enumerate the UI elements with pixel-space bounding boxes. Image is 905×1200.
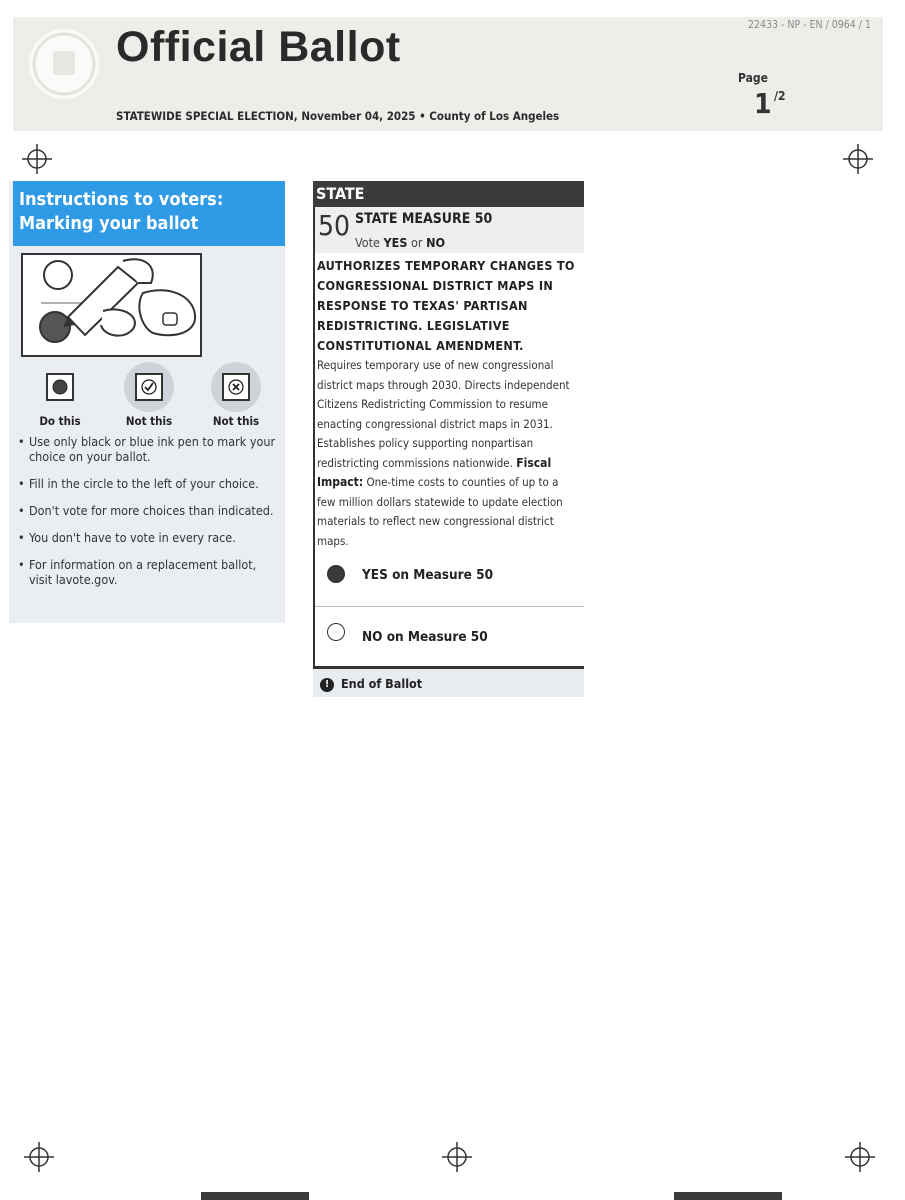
timing-mark bbox=[674, 1192, 782, 1200]
page-number: 1 bbox=[754, 87, 772, 120]
check-icon bbox=[140, 378, 158, 396]
measure-name: STATE MEASURE 50 bbox=[355, 211, 493, 227]
ballot-title: Official Ballot bbox=[116, 23, 401, 71]
x-mark-icon bbox=[227, 378, 245, 396]
ballot-code: 22433 - NP - EN / 0964 / 1 bbox=[747, 19, 871, 31]
end-of-ballot bbox=[313, 669, 584, 697]
example-do-this bbox=[20, 362, 100, 428]
registration-mark-icon bbox=[841, 142, 875, 176]
registration-mark-icon bbox=[20, 142, 54, 176]
example-label: Not this bbox=[212, 414, 260, 428]
option-label: YES on Measure 50 bbox=[362, 567, 494, 583]
example-label: Do this bbox=[39, 414, 81, 428]
vote-oval[interactable] bbox=[327, 565, 345, 583]
election-subtitle: STATEWIDE SPECIAL ELECTION, November 04, 2025 • County of Los Angeles bbox=[116, 109, 560, 123]
registration-mark-icon bbox=[843, 1140, 877, 1174]
instructions-heading-line2: Marking your ballot bbox=[19, 213, 199, 234]
page-label: Page bbox=[738, 71, 768, 85]
vote-oval[interactable] bbox=[327, 623, 345, 641]
fiscal-impact-text: One-time costs to counties of up to a few million dollars statewide to update election materials to reflect new congressional district maps. bbox=[317, 475, 563, 548]
instruction-list bbox=[17, 434, 282, 599]
instruction-item: • Fill in the circle to the left of your choice. bbox=[17, 476, 282, 491]
vote-or: or bbox=[411, 235, 423, 250]
page-total: /2 bbox=[774, 89, 786, 103]
option-no[interactable] bbox=[315, 611, 584, 667]
measure-header bbox=[315, 207, 584, 253]
info-icon: ! bbox=[320, 678, 334, 692]
option-yes[interactable] bbox=[315, 551, 584, 607]
pen-marking-illustration bbox=[21, 253, 202, 357]
registration-mark-icon bbox=[440, 1140, 474, 1174]
vote-yes: YES bbox=[383, 235, 408, 250]
instruction-item: • Don't vote for more choices than indicated. bbox=[17, 503, 282, 518]
measure-description bbox=[317, 356, 579, 551]
instruction-item: • Use only black or blue ink pen to mark your choice on your ballot. bbox=[17, 434, 282, 464]
instructions-heading bbox=[13, 181, 285, 246]
description-text: Requires temporary use of new congressional district maps through 2030. Directs independent Citizens Redistricting Commission to resume enacting congressional district maps in 2031. Establishes policy supporting nonpartisan redistricting commissions nationwide. bbox=[317, 358, 570, 470]
registration-mark-icon bbox=[22, 1140, 56, 1174]
fiscal-impact-label: Fiscal Impact: bbox=[317, 455, 552, 489]
instruction-item: • You don't have to vote in every race. bbox=[17, 530, 282, 545]
vote-instruction bbox=[355, 235, 445, 250]
end-of-ballot-text: End of Ballot bbox=[341, 676, 423, 691]
measure-title: AUTHORIZES TEMPORARY CHANGES TO CONGRESSIONAL DISTRICT MAPS IN RESPONSE TO TEXAS' PARTISAN REDISTRICTING. LEGISLATIVE CONSTITUTIONAL AMENDMENT. bbox=[317, 258, 575, 353]
instructions-heading-line1: Instructions to voters: bbox=[19, 189, 224, 210]
example-not-this-check bbox=[109, 362, 189, 428]
vote-prefix: Vote bbox=[355, 235, 380, 250]
example-label: Not this bbox=[125, 414, 173, 428]
county-seal-icon bbox=[29, 29, 99, 99]
section-header: STATE bbox=[313, 181, 584, 207]
ballot-header bbox=[13, 17, 883, 131]
measure-number: 50 bbox=[318, 209, 351, 242]
state-contest bbox=[313, 181, 584, 697]
instruction-item: • For information on a replacement ballot, visit lavote.gov. bbox=[17, 557, 282, 587]
example-not-this-x bbox=[196, 362, 276, 428]
filled-circle-icon bbox=[51, 378, 69, 396]
vote-no: NO bbox=[426, 235, 446, 250]
option-divider bbox=[315, 606, 584, 607]
instructions-panel bbox=[9, 181, 285, 623]
pen-icon bbox=[23, 255, 200, 355]
option-label: NO on Measure 50 bbox=[362, 629, 488, 645]
timing-mark bbox=[201, 1192, 309, 1200]
